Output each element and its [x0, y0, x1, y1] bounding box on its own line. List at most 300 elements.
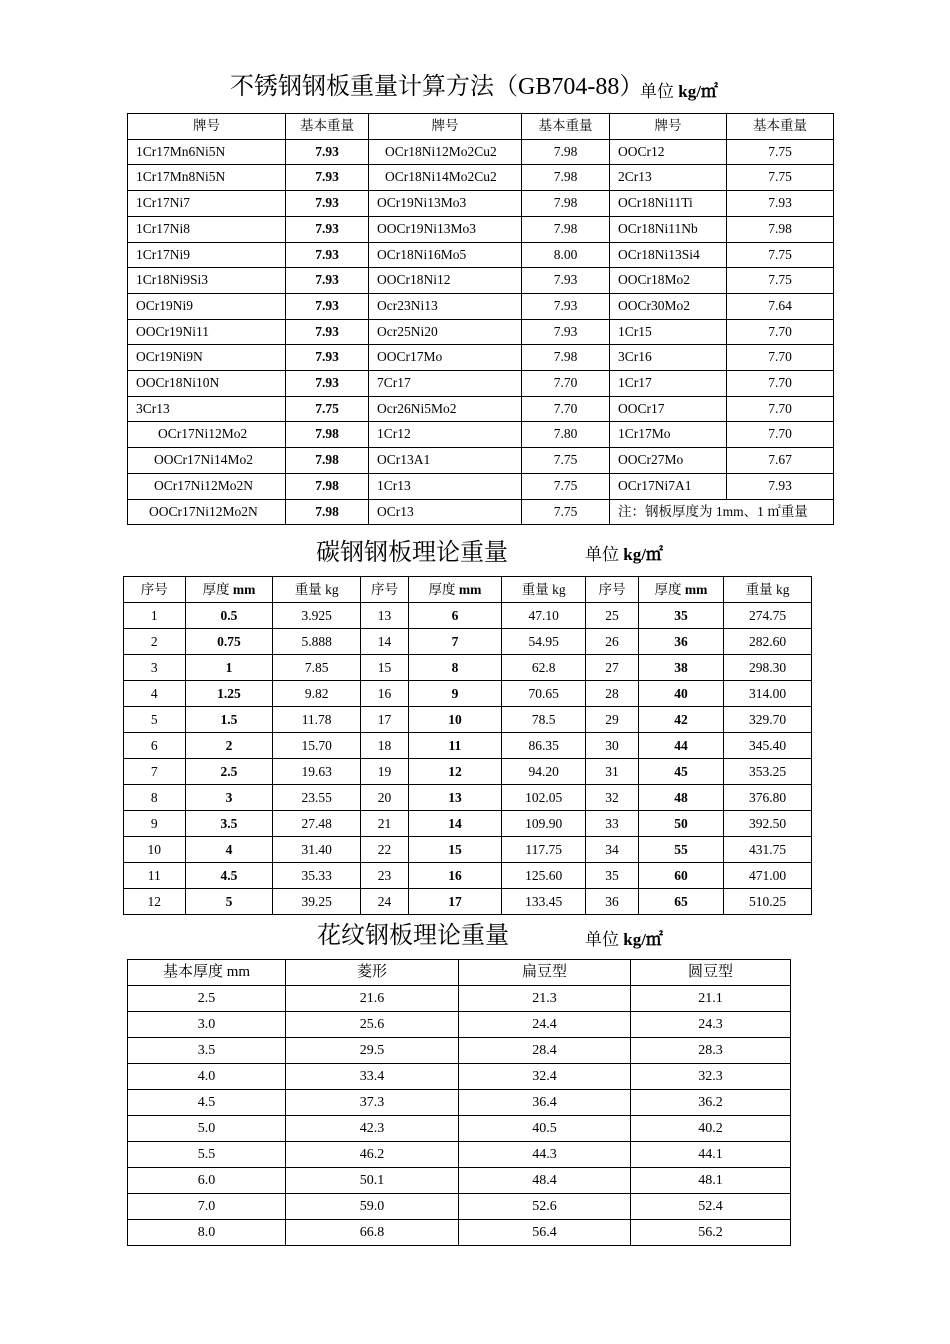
weight-cell: 7.93: [286, 268, 369, 294]
lentil-weight-cell: 40.5: [459, 1116, 631, 1142]
thickness-cell: 16: [408, 863, 501, 889]
weight-cell: 7.93: [286, 345, 369, 371]
weight-cell: 8.00: [522, 242, 610, 268]
weight-cell: 510.25: [724, 889, 812, 915]
table-row: [128, 448, 834, 474]
grade-cell: 1Cr17Mo: [610, 422, 727, 448]
grade-cell: OOCr18Ni10N: [128, 371, 286, 397]
grade-cell: OCr19Ni9N: [128, 345, 286, 371]
column-header: 扁豆型: [459, 960, 631, 986]
table-row: [128, 268, 834, 294]
round-bean-weight-cell: 24.3: [631, 1012, 791, 1038]
index-cell: 26: [586, 629, 638, 655]
weight-cell: 7.93: [286, 165, 369, 191]
thickness-cell: 6.0: [128, 1168, 286, 1194]
grade-cell: 2Cr13: [610, 165, 727, 191]
index-cell: 13: [360, 603, 408, 629]
weight-cell: 7.70: [522, 396, 610, 422]
grade-cell: OOCr18Ni12: [369, 268, 522, 294]
column-header: 牌号: [610, 114, 727, 140]
diamond-weight-cell: 25.6: [286, 1012, 459, 1038]
stainless-unit-value: kg/㎡: [678, 82, 718, 101]
table-row: [128, 293, 834, 319]
index-cell: 14: [360, 629, 408, 655]
grade-cell: 1Cr17: [610, 371, 727, 397]
index-cell: 3: [124, 655, 186, 681]
round-bean-weight-cell: 52.4: [631, 1194, 791, 1220]
weight-cell: 314.00: [724, 681, 812, 707]
weight-cell: 102.05: [501, 785, 586, 811]
grade-cell: 1Cr17Ni9: [128, 242, 286, 268]
table-row: [124, 837, 812, 863]
grade-cell: OCr18Ni11Nb: [610, 216, 727, 242]
table-row: [124, 863, 812, 889]
grade-cell: 1Cr18Ni9Si3: [128, 268, 286, 294]
grade-cell: 1Cr12: [369, 422, 522, 448]
thickness-cell: 0.5: [185, 603, 273, 629]
column-header: 基本重量: [286, 114, 369, 140]
thickness-cell: 1.25: [185, 681, 273, 707]
thickness-cell: 3.0: [128, 1012, 286, 1038]
lentil-weight-cell: 32.4: [459, 1064, 631, 1090]
grade-cell: 7Cr17: [369, 371, 522, 397]
weight-cell: 7.75: [727, 242, 834, 268]
index-cell: 27: [586, 655, 638, 681]
diamond-weight-cell: 29.5: [286, 1038, 459, 1064]
thickness-cell: 1: [185, 655, 273, 681]
lentil-weight-cell: 52.6: [459, 1194, 631, 1220]
thickness-cell: 6: [408, 603, 501, 629]
grade-cell: OCr18Ni11Ti: [610, 191, 727, 217]
thickness-cell: 8.0: [128, 1220, 286, 1246]
index-cell: 9: [124, 811, 186, 837]
column-header: 牌号: [128, 114, 286, 140]
diamond-weight-cell: 50.1: [286, 1168, 459, 1194]
checkered-unit-prefix: 单位: [585, 930, 619, 949]
grade-cell: OCr13: [369, 499, 522, 525]
grade-cell: OOCr17Mo: [369, 345, 522, 371]
index-cell: 2: [124, 629, 186, 655]
thickness-cell: 2.5: [185, 759, 273, 785]
thickness-cell: 60: [638, 863, 724, 889]
table-row: [124, 629, 812, 655]
table-row: [128, 422, 834, 448]
thickness-cell: 5.5: [128, 1142, 286, 1168]
thickness-cell: 3.5: [128, 1038, 286, 1064]
weight-cell: 7.64: [727, 293, 834, 319]
carbon-unit-prefix: 单位: [585, 545, 619, 564]
index-cell: 29: [586, 707, 638, 733]
thickness-cell: 11: [408, 733, 501, 759]
index-cell: 10: [124, 837, 186, 863]
index-cell: 16: [360, 681, 408, 707]
grade-cell: OCr17Ni12Mo2: [128, 422, 286, 448]
round-bean-weight-cell: 28.3: [631, 1038, 791, 1064]
weight-cell: 376.80: [724, 785, 812, 811]
thickness-cell: 8: [408, 655, 501, 681]
stainless-unit: [640, 77, 718, 102]
index-cell: 32: [586, 785, 638, 811]
grade-cell: OCr18Ni12Mo2Cu2: [369, 139, 522, 165]
carbon-unit-value: kg/㎡: [623, 545, 663, 564]
table-header-row: [124, 577, 812, 603]
index-cell: 22: [360, 837, 408, 863]
thickness-cell: 12: [408, 759, 501, 785]
thickness-cell: 0.75: [185, 629, 273, 655]
table-row: [128, 1012, 791, 1038]
table-row: [124, 603, 812, 629]
index-cell: 28: [586, 681, 638, 707]
grade-cell: 3Cr16: [610, 345, 727, 371]
thickness-cell: 3.5: [185, 811, 273, 837]
lentil-weight-cell: 21.3: [459, 986, 631, 1012]
thickness-cell: 13: [408, 785, 501, 811]
diamond-weight-cell: 33.4: [286, 1064, 459, 1090]
grade-cell: 1Cr17Ni8: [128, 216, 286, 242]
weight-cell: 15.70: [273, 733, 361, 759]
index-cell: 21: [360, 811, 408, 837]
thickness-cell: 14: [408, 811, 501, 837]
grade-cell: OCr18Ni16Mo5: [369, 242, 522, 268]
weight-cell: 125.60: [501, 863, 586, 889]
column-header: 重量 kg: [501, 577, 586, 603]
weight-cell: 7.98: [522, 191, 610, 217]
weight-cell: 7.75: [286, 396, 369, 422]
weight-cell: 345.40: [724, 733, 812, 759]
thickness-cell: 15: [408, 837, 501, 863]
grade-cell: 1Cr15: [610, 319, 727, 345]
grade-cell: OOCr17: [610, 396, 727, 422]
table-row: [128, 1038, 791, 1064]
weight-cell: 7.93: [286, 216, 369, 242]
index-cell: 25: [586, 603, 638, 629]
thickness-cell: 65: [638, 889, 724, 915]
column-header: 重量 kg: [724, 577, 812, 603]
column-header: 基本重量: [522, 114, 610, 140]
weight-cell: 39.25: [273, 889, 361, 915]
index-cell: 19: [360, 759, 408, 785]
thickness-cell: 55: [638, 837, 724, 863]
weight-cell: 27.48: [273, 811, 361, 837]
grade-cell: OCr17Ni7A1: [610, 473, 727, 499]
index-cell: 8: [124, 785, 186, 811]
weight-cell: 7.93: [286, 139, 369, 165]
table-row: [128, 371, 834, 397]
grade-cell: OCr19Ni9: [128, 293, 286, 319]
table-row: [124, 707, 812, 733]
diamond-weight-cell: 46.2: [286, 1142, 459, 1168]
round-bean-weight-cell: 44.1: [631, 1142, 791, 1168]
stainless-unit-prefix: 单位: [640, 82, 674, 101]
grade-cell: OCr19Ni13Mo3: [369, 191, 522, 217]
grade-cell: OCr17Ni12Mo2N: [128, 473, 286, 499]
thickness-cell: 2.5: [128, 986, 286, 1012]
table-row: [124, 785, 812, 811]
checkered-title: 花纹钢板理论重量: [317, 923, 509, 949]
weight-cell: 133.45: [501, 889, 586, 915]
checkered-unit: [585, 925, 663, 950]
grade-cell: OOCr18Mo2: [610, 268, 727, 294]
weight-cell: 7.70: [727, 319, 834, 345]
weight-cell: 54.95: [501, 629, 586, 655]
weight-cell: 7.98: [286, 448, 369, 474]
weight-cell: 7.75: [522, 473, 610, 499]
grade-cell: Ocr25Ni20: [369, 319, 522, 345]
weight-cell: 7.93: [286, 242, 369, 268]
carbon-unit: [585, 540, 663, 565]
grade-cell: Ocr26Ni5Mo2: [369, 396, 522, 422]
weight-cell: 11.78: [273, 707, 361, 733]
weight-cell: 431.75: [724, 837, 812, 863]
index-cell: 35: [586, 863, 638, 889]
table-row: [128, 1220, 791, 1246]
table-row: [128, 165, 834, 191]
weight-cell: 7.75: [522, 448, 610, 474]
lentil-weight-cell: 44.3: [459, 1142, 631, 1168]
table-row: [128, 499, 834, 525]
index-cell: 11: [124, 863, 186, 889]
thickness-cell: 4.0: [128, 1064, 286, 1090]
weight-cell: 7.93: [522, 319, 610, 345]
round-bean-weight-cell: 21.1: [631, 986, 791, 1012]
grade-cell: 1Cr17Mn8Ni5N: [128, 165, 286, 191]
column-header: 圆豆型: [631, 960, 791, 986]
weight-cell: 7.98: [522, 139, 610, 165]
weight-cell: 9.82: [273, 681, 361, 707]
weight-cell: 7.93: [522, 268, 610, 294]
table-header-row: [128, 960, 791, 986]
grade-cell: 1Cr17Mn6Ni5N: [128, 139, 286, 165]
grade-cell: OCr18Ni14Mo2Cu2: [369, 165, 522, 191]
thickness-cell: 4: [185, 837, 273, 863]
weight-cell: 7.98: [522, 345, 610, 371]
table-row: [124, 733, 812, 759]
grade-cell: OOCr30Mo2: [610, 293, 727, 319]
table-row: [128, 139, 834, 165]
weight-cell: 31.40: [273, 837, 361, 863]
weight-cell: 35.33: [273, 863, 361, 889]
weight-cell: 7.93: [286, 319, 369, 345]
weight-cell: 7.98: [522, 165, 610, 191]
thickness-cell: 40: [638, 681, 724, 707]
weight-cell: 7.75: [727, 165, 834, 191]
column-header: 序号: [586, 577, 638, 603]
column-header: 基本厚度 mm: [128, 960, 286, 986]
grade-cell: 1Cr17Ni7: [128, 191, 286, 217]
weight-cell: 7.70: [727, 345, 834, 371]
stainless-title: 不锈钢钢板重量计算方法（GB704-88）: [230, 74, 644, 100]
weight-cell: 7.93: [286, 191, 369, 217]
table-row: [128, 1090, 791, 1116]
column-header: 厚度 mm: [185, 577, 273, 603]
weight-cell: 94.20: [501, 759, 586, 785]
column-header: 菱形: [286, 960, 459, 986]
weight-cell: 70.65: [501, 681, 586, 707]
weight-cell: 117.75: [501, 837, 586, 863]
column-header: 序号: [124, 577, 186, 603]
thickness-cell: 48: [638, 785, 724, 811]
thickness-cell: 7: [408, 629, 501, 655]
weight-cell: 7.98: [522, 216, 610, 242]
index-cell: 1: [124, 603, 186, 629]
thickness-cell: 4.5: [185, 863, 273, 889]
diamond-weight-cell: 42.3: [286, 1116, 459, 1142]
thickness-cell: 42: [638, 707, 724, 733]
index-cell: 6: [124, 733, 186, 759]
column-header: 基本重量: [727, 114, 834, 140]
weight-cell: 78.5: [501, 707, 586, 733]
index-cell: 5: [124, 707, 186, 733]
weight-cell: 5.888: [273, 629, 361, 655]
diamond-weight-cell: 21.6: [286, 986, 459, 1012]
weight-cell: 7.70: [727, 371, 834, 397]
index-cell: 24: [360, 889, 408, 915]
table-row: [128, 1064, 791, 1090]
weight-cell: 392.50: [724, 811, 812, 837]
diamond-weight-cell: 59.0: [286, 1194, 459, 1220]
grade-cell: OOCr17Ni12Mo2N: [128, 499, 286, 525]
weight-cell: 19.63: [273, 759, 361, 785]
lentil-weight-cell: 56.4: [459, 1220, 631, 1246]
index-cell: 36: [586, 889, 638, 915]
index-cell: 30: [586, 733, 638, 759]
table-row: [124, 889, 812, 915]
table-row: [128, 1194, 791, 1220]
table-row: [128, 1142, 791, 1168]
column-header: 厚度 mm: [638, 577, 724, 603]
table-row: [124, 655, 812, 681]
weight-cell: 7.93: [522, 293, 610, 319]
grade-cell: Ocr23Ni13: [369, 293, 522, 319]
lentil-weight-cell: 48.4: [459, 1168, 631, 1194]
thickness-cell: 50: [638, 811, 724, 837]
table-row: [124, 811, 812, 837]
grade-cell: OOCr17Ni14Mo2: [128, 448, 286, 474]
lentil-weight-cell: 28.4: [459, 1038, 631, 1064]
thickness-cell: 4.5: [128, 1090, 286, 1116]
weight-cell: 86.35: [501, 733, 586, 759]
weight-cell: 7.70: [727, 396, 834, 422]
weight-cell: 7.93: [727, 473, 834, 499]
round-bean-weight-cell: 48.1: [631, 1168, 791, 1194]
table-row: [128, 242, 834, 268]
round-bean-weight-cell: 56.2: [631, 1220, 791, 1246]
thickness-cell: 35: [638, 603, 724, 629]
index-cell: 12: [124, 889, 186, 915]
round-bean-weight-cell: 40.2: [631, 1116, 791, 1142]
weight-cell: 7.75: [522, 499, 610, 525]
weight-cell: 7.75: [727, 268, 834, 294]
weight-cell: 7.70: [522, 371, 610, 397]
thickness-cell: 45: [638, 759, 724, 785]
weight-cell: 7.67: [727, 448, 834, 474]
weight-cell: 62.8: [501, 655, 586, 681]
note-cell: 注：钢板厚度为 1mm、1 ㎡重量: [610, 499, 834, 525]
weight-cell: 47.10: [501, 603, 586, 629]
column-header: 重量 kg: [273, 577, 361, 603]
thickness-cell: 44: [638, 733, 724, 759]
table-row: [128, 473, 834, 499]
checkered-table: [127, 959, 791, 1246]
table-row: [128, 396, 834, 422]
thickness-cell: 3: [185, 785, 273, 811]
carbon-title: 碳钢钢板理论重量: [316, 540, 508, 566]
diamond-weight-cell: 37.3: [286, 1090, 459, 1116]
weight-cell: 329.70: [724, 707, 812, 733]
lentil-weight-cell: 24.4: [459, 1012, 631, 1038]
weight-cell: 7.93: [286, 293, 369, 319]
table-row: [128, 1168, 791, 1194]
thickness-cell: 17: [408, 889, 501, 915]
thickness-cell: 38: [638, 655, 724, 681]
thickness-cell: 10: [408, 707, 501, 733]
thickness-cell: 9: [408, 681, 501, 707]
table-row: [128, 191, 834, 217]
thickness-cell: 5.0: [128, 1116, 286, 1142]
table-header-row: [128, 114, 834, 140]
weight-cell: 298.30: [724, 655, 812, 681]
weight-cell: 7.98: [286, 473, 369, 499]
grade-cell: OOCr12: [610, 139, 727, 165]
grade-cell: OCr18Ni13Si4: [610, 242, 727, 268]
weight-cell: 274.75: [724, 603, 812, 629]
weight-cell: 7.85: [273, 655, 361, 681]
weight-cell: 282.60: [724, 629, 812, 655]
index-cell: 20: [360, 785, 408, 811]
thickness-cell: 5: [185, 889, 273, 915]
thickness-cell: 7.0: [128, 1194, 286, 1220]
index-cell: 4: [124, 681, 186, 707]
index-cell: 17: [360, 707, 408, 733]
grade-cell: OOCr19Ni13Mo3: [369, 216, 522, 242]
table-row: [128, 986, 791, 1012]
grade-cell: 1Cr13: [369, 473, 522, 499]
weight-cell: 471.00: [724, 863, 812, 889]
grade-cell: OOCr27Mo: [610, 448, 727, 474]
table-row: [124, 681, 812, 707]
index-cell: 15: [360, 655, 408, 681]
index-cell: 33: [586, 811, 638, 837]
checkered-unit-value: kg/㎡: [623, 930, 663, 949]
weight-cell: 7.98: [286, 499, 369, 525]
weight-cell: 7.93: [286, 371, 369, 397]
weight-cell: 3.925: [273, 603, 361, 629]
weight-cell: 7.93: [727, 191, 834, 217]
weight-cell: 109.90: [501, 811, 586, 837]
weight-cell: 23.55: [273, 785, 361, 811]
weight-cell: 7.80: [522, 422, 610, 448]
weight-cell: 353.25: [724, 759, 812, 785]
thickness-cell: 2: [185, 733, 273, 759]
column-header: 牌号: [369, 114, 522, 140]
index-cell: 7: [124, 759, 186, 785]
grade-cell: OOCr19Ni11: [128, 319, 286, 345]
table-row: [128, 1116, 791, 1142]
thickness-cell: 1.5: [185, 707, 273, 733]
grade-cell: OCr13A1: [369, 448, 522, 474]
stainless-table: [127, 113, 834, 525]
index-cell: 23: [360, 863, 408, 889]
column-header: 厚度 mm: [408, 577, 501, 603]
index-cell: 31: [586, 759, 638, 785]
weight-cell: 7.70: [727, 422, 834, 448]
table-row: [128, 345, 834, 371]
round-bean-weight-cell: 36.2: [631, 1090, 791, 1116]
diamond-weight-cell: 66.8: [286, 1220, 459, 1246]
thickness-cell: 36: [638, 629, 724, 655]
weight-cell: 7.75: [727, 139, 834, 165]
column-header: 序号: [360, 577, 408, 603]
